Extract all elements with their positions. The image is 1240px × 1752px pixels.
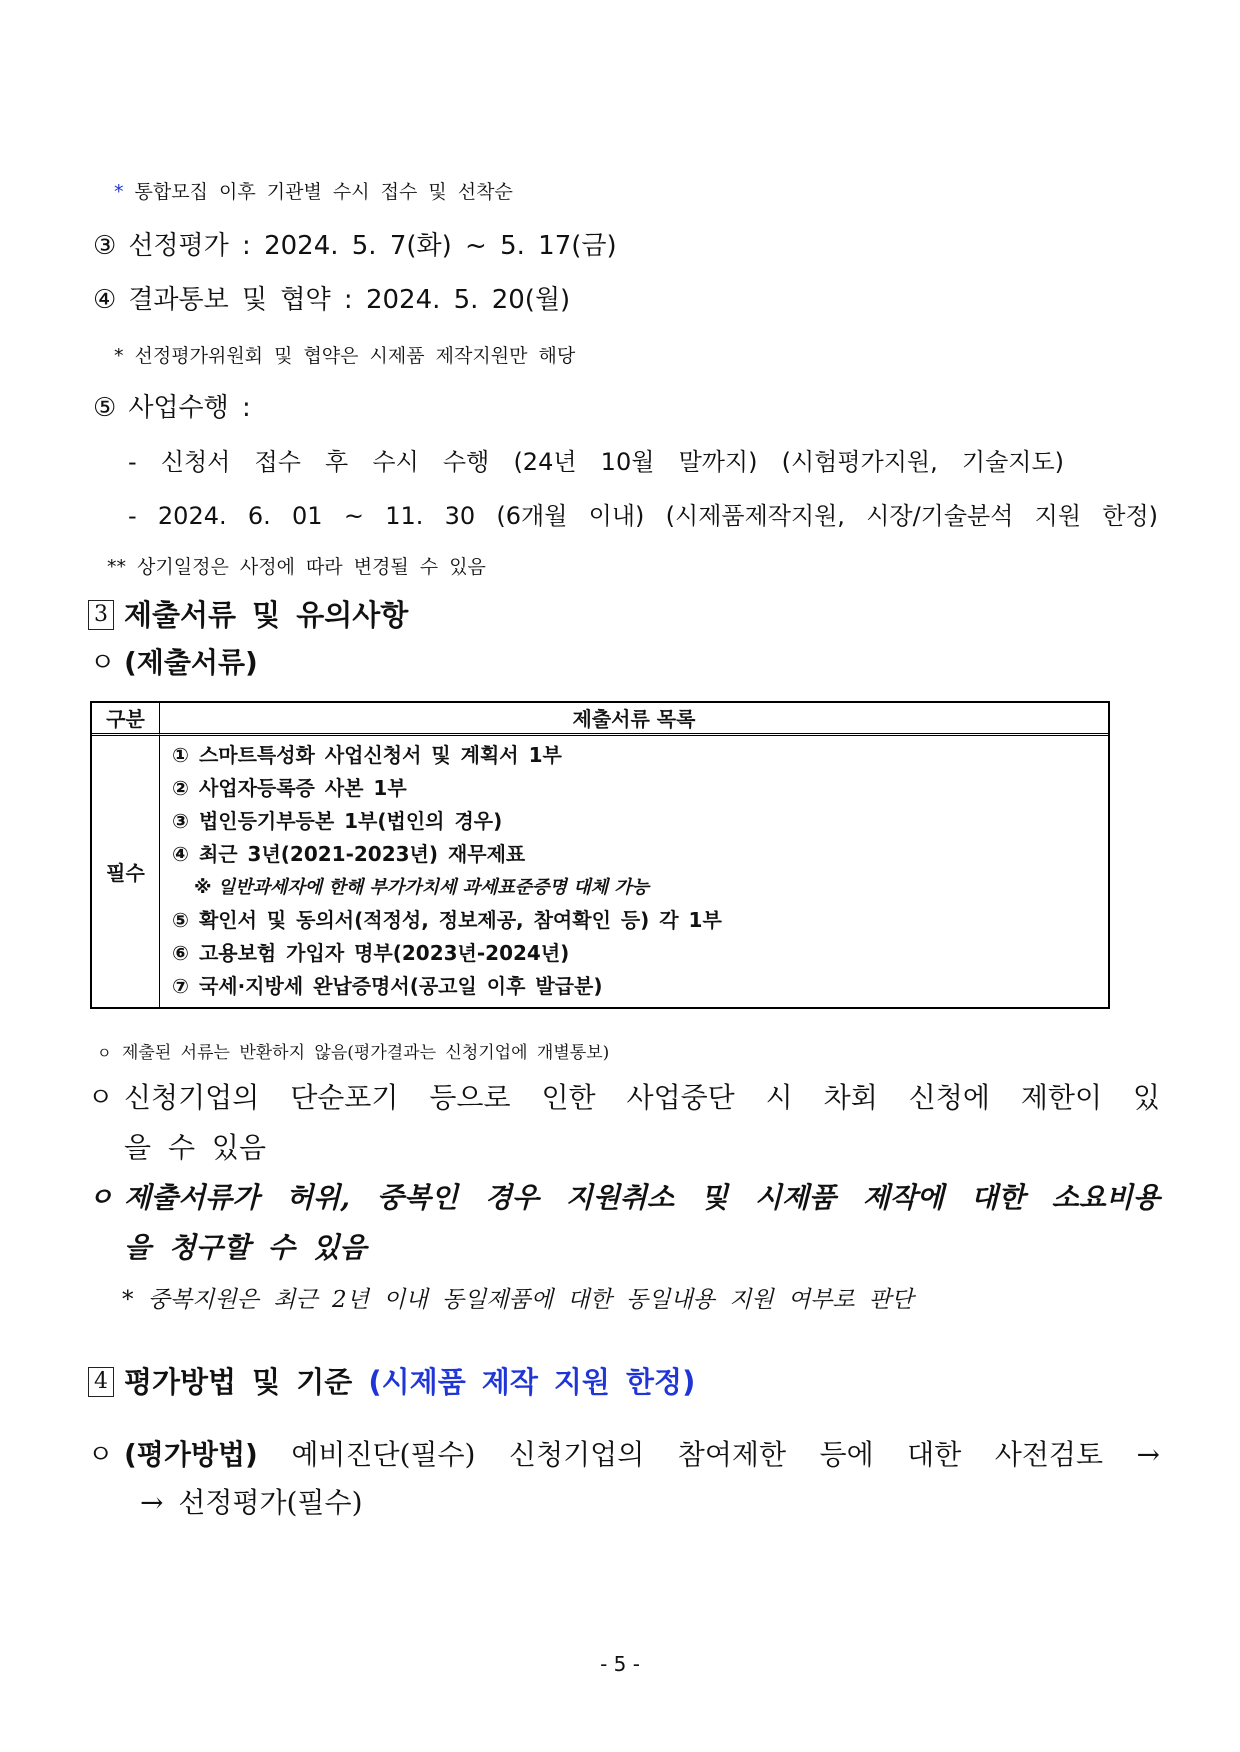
circled-number: ⑥ — [172, 941, 189, 965]
bullet-marker: ㅇ — [97, 1044, 112, 1062]
section-title-text: 평가방법 및 기준 — [124, 1365, 353, 1399]
circled-number: ③ — [93, 231, 117, 261]
schedule-item-selection-eval — [93, 226, 617, 266]
section-title — [124, 1362, 695, 1402]
doc-item — [172, 805, 1108, 838]
bullet-1-line-2: 을 수 있음 — [124, 1131, 266, 1164]
table-header-doc-list: 제출서류 목록 — [160, 703, 1108, 736]
doc-item — [172, 904, 1108, 937]
bullet-marker: ㅇ — [88, 1183, 114, 1213]
section-title-highlight: (시제품 제작 지원 한정) — [368, 1365, 696, 1399]
bullet-marker: ㅇ — [90, 648, 116, 678]
doc-item-text: 확인서 및 동의서(적정성, 정보제공, 참여확인 등) 각 1부 — [198, 908, 722, 932]
note-text: 상기일정은 사정에 따라 변경될 수 있음 — [137, 556, 486, 578]
item-text: 사업수행 : — [128, 393, 251, 423]
table-footnote: 제출된 서류는 반환하지 않음(평가결과는 신청기업에 개별통보) — [122, 1043, 610, 1063]
doc-item-text: 국세·지방세 완납증명서(공고일 이후 발급분) — [198, 974, 603, 998]
note-text: 선정평가위원회 및 협약은 시제품 제작지원만 해당 — [134, 345, 576, 367]
schedule-note-2 — [114, 336, 575, 376]
circled-number: ④ — [93, 285, 117, 315]
subheading-submission-docs: (제출서류) — [124, 646, 258, 679]
schedule-note-1 — [114, 172, 513, 212]
circled-number: ① — [172, 743, 189, 767]
schedule-item-result-notice — [93, 280, 570, 320]
execution-sub-1: - 신청서 접수 후 수시 수행 (24년 10월 말까지) (시험평가지원, 기술지도) — [128, 448, 1064, 476]
note-marker: * — [114, 345, 124, 367]
eval-method-label: (평가방법) — [124, 1438, 258, 1471]
item-text: 결과통보 및 협약 : 2024. 5. 20(월) — [128, 285, 571, 315]
note-marker: * — [114, 181, 124, 203]
doc-item — [172, 937, 1108, 970]
note-text: 통합모집 이후 기관별 수시 접수 및 선착순 — [134, 181, 513, 203]
item-text: 선정평가 : 2024. 5. 7(화) ~ 5. 17(금) — [128, 231, 617, 261]
circled-number: ③ — [172, 809, 189, 833]
doc-item-text: 스마트특성화 사업신청서 및 계획서 1부 — [198, 743, 562, 767]
section-title: 제출서류 및 유의사항 — [124, 598, 409, 632]
duplicate-support-note: * 중복지원은 최근 2년 이내 동일제품에 대한 동일내용 지원 여부로 판단 — [122, 1287, 914, 1313]
section-number-box: 3 — [88, 600, 114, 630]
doc-item-text: 고용보험 가입자 명부(2023년-2024년) — [198, 941, 570, 965]
doc-item-text: 사업자등록증 사본 1부 — [198, 776, 407, 800]
table-cell-doc-list — [160, 736, 1108, 1007]
doc-item-text: 최근 3년(2021-2023년) 재무제표 — [198, 842, 526, 866]
bullet-2-line-2: 을 청구할 수 있음 — [124, 1231, 367, 1264]
doc-item — [172, 970, 1108, 1003]
doc-item — [172, 772, 1108, 805]
eval-method-line-2: → 선정평가(필수) — [140, 1486, 363, 1519]
circled-number: ⑤ — [172, 908, 189, 932]
execution-sub-2: - 2024. 6. 01 ~ 11. 30 (6개월 이내) (시제품제작지원, 시장/기술분석 지원 한정) — [128, 502, 1158, 530]
bullet-marker: ㅇ — [88, 1440, 114, 1470]
doc-item-note: ※ 일반과세자에 한해 부가가치세 과세표준증명 대체 가능 — [194, 877, 650, 898]
submission-docs-table — [90, 701, 1110, 1009]
table-header-category: 구분 — [92, 703, 160, 736]
circled-number: ④ — [172, 842, 189, 866]
note-marker: ** — [107, 556, 126, 578]
doc-item-text: 법인등기부등본 1부(법인의 경우) — [198, 809, 503, 833]
bullet-2-line-1: 제출서류가 허위, 중복인 경우 지원취소 및 시제품 제작에 대한 소요비용 — [124, 1181, 1160, 1214]
circled-number: ⑦ — [172, 974, 189, 998]
schedule-item-execution — [93, 388, 251, 428]
doc-item — [172, 838, 1108, 871]
schedule-note-3 — [107, 547, 486, 587]
circled-number: ② — [172, 776, 189, 800]
section-number-box: 4 — [88, 1367, 114, 1397]
eval-method-line-1 — [124, 1435, 1160, 1475]
page-number: - 5 - — [600, 1652, 640, 1676]
doc-item — [172, 739, 1108, 772]
circled-number: ⑤ — [93, 393, 117, 423]
table-cell-category: 필수 — [92, 736, 160, 1007]
bullet-1-line-1: 신청기업의 단순포기 등으로 인한 사업중단 시 차회 신청에 제한이 있 — [124, 1081, 1160, 1114]
bullet-marker: ㅇ — [88, 1083, 114, 1113]
eval-method-text: 예비진단(필수) 신청기업의 참여제한 등에 대한 사전검토 → — [291, 1438, 1160, 1471]
